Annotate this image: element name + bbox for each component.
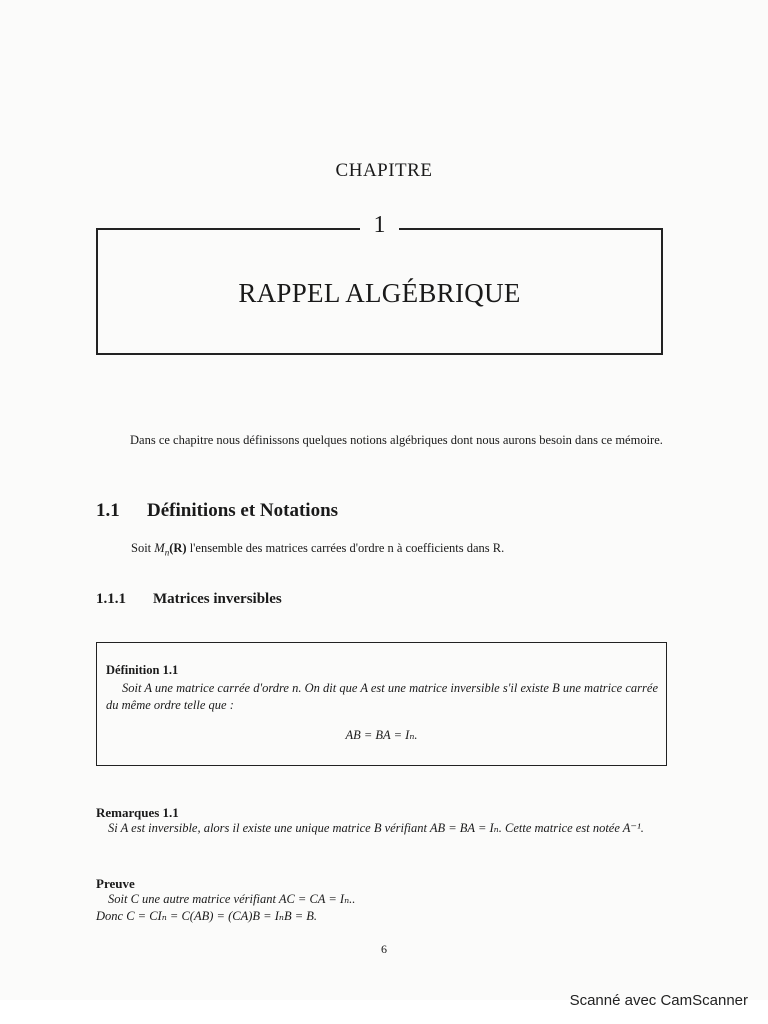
chapter-box-top-left-rule <box>96 228 360 230</box>
definition-equation: AB = BA = Iₙ. <box>345 728 418 742</box>
section-paragraph <box>131 541 504 558</box>
remark-text: Si A est inversible, alors il existe une unique matrice B vérifiant AB = BA = Iₙ. Cette matrice est notée A⁻¹. <box>108 821 644 835</box>
proof-line-1: Soit C une autre matrice vérifiant AC = CA = Iₙ.. <box>108 892 356 906</box>
definition-box <box>96 642 667 766</box>
section-title: Définitions et Notations <box>147 500 339 521</box>
chapter-box-top-right-rule <box>399 228 663 230</box>
matrix-set-field: (R) <box>169 541 187 555</box>
subsection-title: Matrices inversibles <box>153 591 282 607</box>
proof-line-2: Donc C = CIₙ = C(AB) = (CA)B = IₙB = B. <box>96 909 318 923</box>
definition-text: Soit A une matrice carrée d'ordre n. On dit que A est une matrice inversible s'il existe B une matrice carrée du même ordre telle que : <box>106 681 658 712</box>
matrix-set-symbol: M <box>154 541 165 555</box>
chapter-number: 1 <box>373 212 386 238</box>
section-text-prefix: Soit <box>131 541 152 555</box>
subsection-number: 1.1.1 <box>96 591 126 607</box>
section-text-suffix: l'ensemble des matrices carrées d'ordre n à coefficients dans R. <box>186 541 505 555</box>
proof-label: Preuve <box>96 876 135 891</box>
section-number: 1.1 <box>96 500 120 521</box>
chapter-title: RAPPEL ALGÉBRIQUE <box>238 278 521 308</box>
definition-label: Définition 1.1 <box>106 663 179 677</box>
camscanner-watermark: Scanné avec CamScanner <box>569 992 748 1009</box>
page-number: 6 <box>381 942 387 956</box>
remark-label: Remarques 1.1 <box>96 805 179 820</box>
matrix-set-subscript: n <box>164 547 170 558</box>
chapter-kicker: CHAPITRE <box>335 160 433 181</box>
intro-paragraph: Dans ce chapitre nous définissons quelques notions algébriques dont nous aurons besoin dans ce mémoire. <box>130 433 663 447</box>
